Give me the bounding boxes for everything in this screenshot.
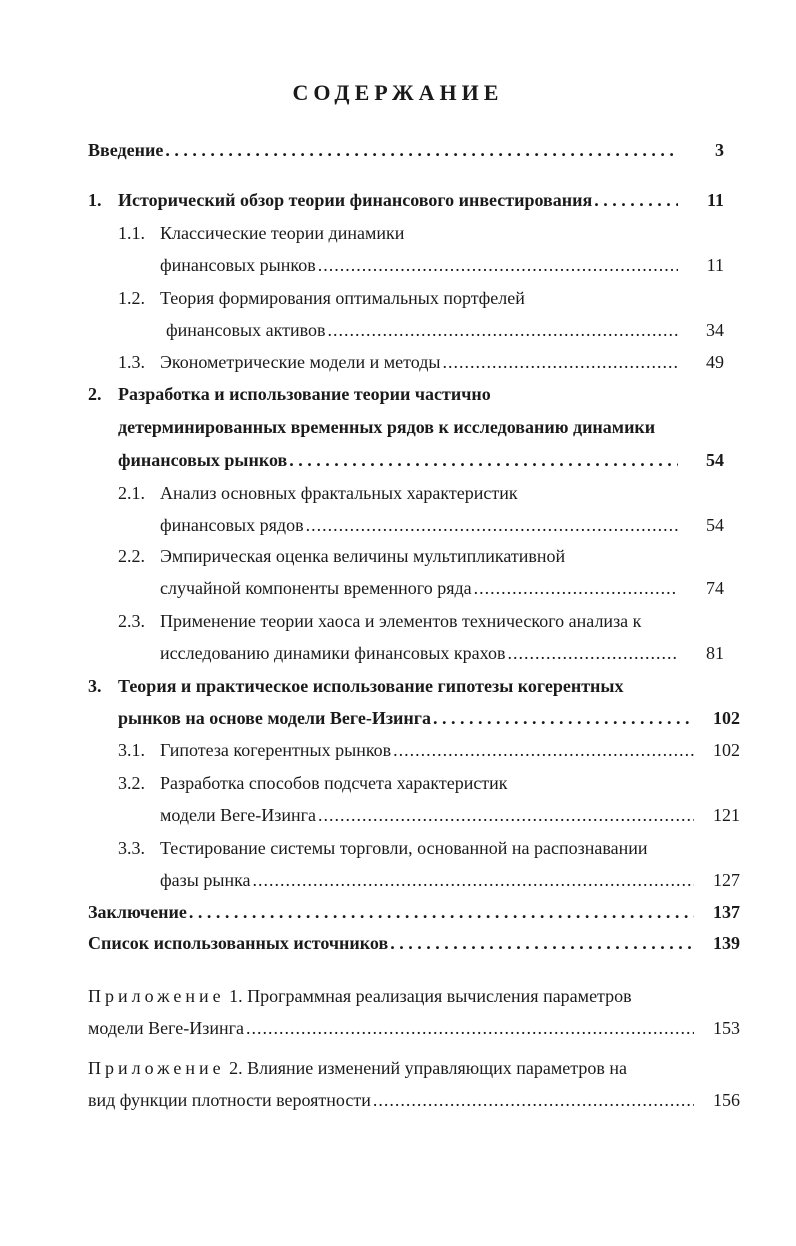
toc-subsection-number: 1.2.: [118, 288, 145, 308]
toc-section-number: 3.: [88, 676, 102, 696]
toc-subsection-2-2-cont: случайной компоненты временного ряда ..... 74: [160, 578, 724, 606]
page-title: СОДЕРЖАНИЕ: [292, 80, 504, 105]
toc-subsection-number: 2.3.: [118, 611, 145, 631]
toc-section-number: 1.: [88, 190, 102, 210]
toc-appendix-prefix: Приложение: [88, 986, 225, 1006]
toc-subsection-3-2: [118, 773, 508, 801]
toc-intro: [88, 140, 724, 168]
toc-subsection-page: 74: [706, 578, 724, 598]
toc-subsection-number: 3.3.: [118, 838, 145, 858]
toc-subsection-number: 1.1.: [118, 223, 145, 243]
toc-subsection-page: 81: [706, 643, 724, 663]
toc-section-title: Исторический обзор теории финансового инвестирования: [118, 190, 593, 210]
toc-subsection-page: 11: [706, 255, 724, 275]
toc-section-1: [88, 190, 724, 218]
toc-subsection-title: Эконометрические модели и методы: [160, 352, 441, 372]
toc-subsection-page: 121: [713, 805, 740, 825]
toc-appendix-1-cont: модели Веге-Изинга ..... 153: [88, 1018, 740, 1046]
toc-subsection-title: Теория формирования оптимальных портфелей: [160, 288, 525, 308]
toc-appendix-1: [88, 986, 632, 1014]
toc-subsection-number: 2.2.: [118, 546, 145, 566]
toc-subsection-title: Гипотеза когерентных рынков: [160, 740, 392, 760]
toc-appendix-page: 153: [713, 1018, 740, 1038]
toc-subsection-title: Тестирование системы торговли, основанной на распознавании: [160, 838, 648, 858]
toc-appendix-title: 2. Влияние изменений управляющих параметров на: [224, 1058, 627, 1078]
toc-subsection-title: Разработка способов подсчета характеристик: [160, 773, 508, 793]
toc-subsection-3-3-cont: фазы рынка ..... 127: [160, 870, 740, 898]
toc-subsection-1-3: [118, 352, 724, 380]
toc-subsection-1-2: [118, 288, 525, 316]
toc-subsection-1-2-cont: финансовых активов ..... 34: [166, 320, 724, 348]
toc-references-page: 139: [713, 933, 740, 953]
toc-section-2-cont2: финансовых рынков . . . 54: [118, 450, 724, 478]
toc-subsection-number: 3.1.: [118, 740, 145, 760]
toc-subsection-3-3: [118, 838, 647, 866]
toc-section-3: [88, 676, 623, 704]
toc-section-2-cont: детерминированных временных рядов к исследованию динамики: [118, 417, 656, 437]
toc-subsection-1-1: [118, 223, 404, 251]
toc-subsection-page: 54: [706, 515, 724, 535]
toc-subsection-page: 49: [706, 352, 724, 372]
toc-subsection-title: Классические теории динамики: [160, 223, 405, 243]
toc-section-title: Разработка и использование теории частично: [118, 384, 491, 404]
toc-subsection-2-3-cont: исследованию динамики финансовых крахов ..... 81: [160, 643, 724, 671]
toc-appendix-title: 1. Программная реализация вычисления параметров: [224, 986, 632, 1006]
toc-subsection-number: 2.1.: [118, 483, 145, 503]
toc-appendix-2-cont: вид функции плотности вероятности ..... 156: [88, 1090, 740, 1118]
toc-section-3-cont: рынков на основе модели Веге-Изинга . . . 102: [118, 708, 740, 736]
toc-conclusion: Заключение . . . 137: [88, 902, 740, 930]
toc-subsection-3-1: [118, 740, 740, 768]
toc-subsection-2-1: [118, 483, 518, 511]
toc-subsection-2-2: [118, 546, 565, 574]
toc-section-number: 2.: [88, 384, 102, 404]
toc-section-title: Теория и практическое использование гипотезы когерентных: [118, 676, 624, 696]
toc-subsection-page: 127: [713, 870, 740, 890]
toc-subsection-page: 34: [706, 320, 724, 340]
toc-subsection-2-1-cont: финансовых рядов ..... 54: [160, 515, 724, 543]
toc-subsection-title: Анализ основных фрактальных характеристик: [160, 483, 518, 503]
toc-subsection-title: Применение теории хаоса и элементов технического анализа к: [160, 611, 642, 631]
toc-subsection-number: 1.3.: [118, 352, 145, 372]
toc-subsection-page: 102: [713, 740, 740, 760]
toc-subsection-3-2-cont: модели Веге-Изинга ..... 121: [160, 805, 740, 833]
toc-section-2: [88, 384, 491, 412]
toc-conclusion-page: 137: [713, 902, 740, 922]
toc-subsection-title: Эмпирическая оценка величины мультипликативной: [160, 546, 566, 566]
toc-intro-label: Введение: [88, 140, 164, 160]
toc-subsection-1-1-cont: финансовых рынков ..... 11: [160, 255, 724, 283]
toc-appendix-prefix: Приложение: [88, 1058, 225, 1078]
toc-section-page: 11: [706, 190, 724, 210]
toc-intro-page: 3: [715, 140, 724, 160]
toc-appendix-2: [88, 1058, 627, 1086]
toc-references: Список использованных источников . . . 139: [88, 933, 740, 961]
toc-subsection-number: 3.2.: [118, 773, 145, 793]
toc-section-page: 54: [706, 450, 724, 470]
toc-subsection-2-3: [118, 611, 641, 639]
toc-section-page: 102: [713, 708, 740, 728]
toc-appendix-page: 156: [713, 1090, 740, 1110]
